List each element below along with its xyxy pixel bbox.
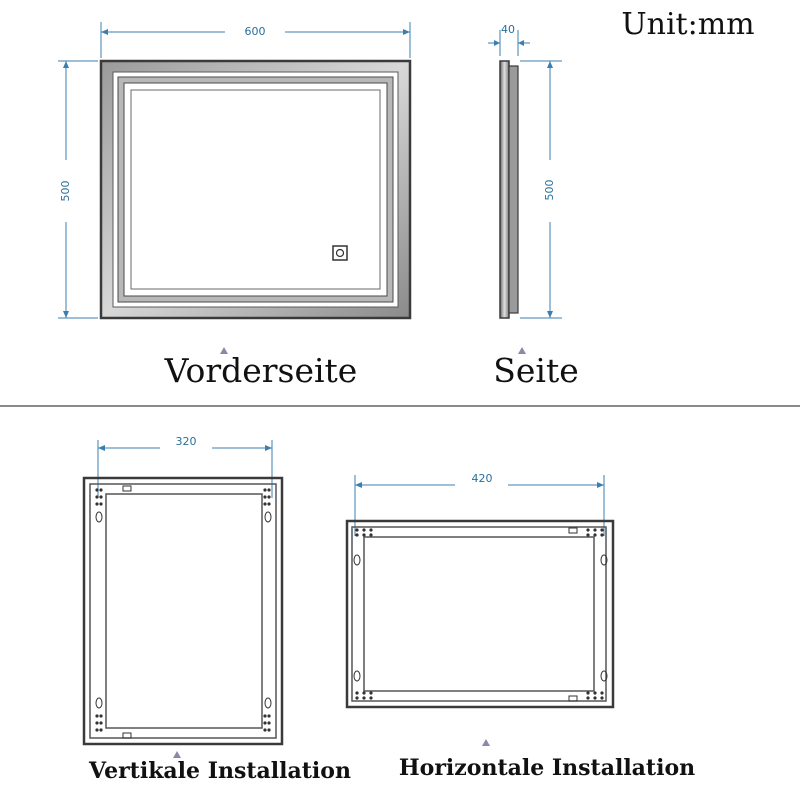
unit-label: Unit:mm <box>621 7 755 42</box>
vertical-spacing-label: 320 <box>175 435 197 448</box>
touch-switch-icon <box>333 246 347 260</box>
vertical-caption: Vertikale Installation <box>89 758 351 784</box>
front-width-label: 600 <box>244 25 266 38</box>
side-height-label: 500 <box>543 179 556 201</box>
front-height-label: 500 <box>59 180 72 202</box>
side-caption: Seite <box>493 351 579 390</box>
side-mirror-profile <box>500 61 509 318</box>
horizontal-installation-view <box>347 472 695 781</box>
horizontal-mounting-holes <box>355 528 603 699</box>
horizontal-spacing-label: 420 <box>471 472 493 485</box>
side-view <box>488 23 579 390</box>
front-view <box>58 22 410 390</box>
vertical-mounting-holes <box>95 488 270 731</box>
horizontal-caption: Horizontale Installation <box>398 755 696 781</box>
vertical-caption-marker-icon <box>173 751 181 758</box>
front-caption: Vorderseite <box>164 351 358 390</box>
vertical-installation-view <box>84 435 351 784</box>
side-depth-label: 40 <box>501 23 515 36</box>
horizontal-caption-marker-icon <box>482 739 490 746</box>
